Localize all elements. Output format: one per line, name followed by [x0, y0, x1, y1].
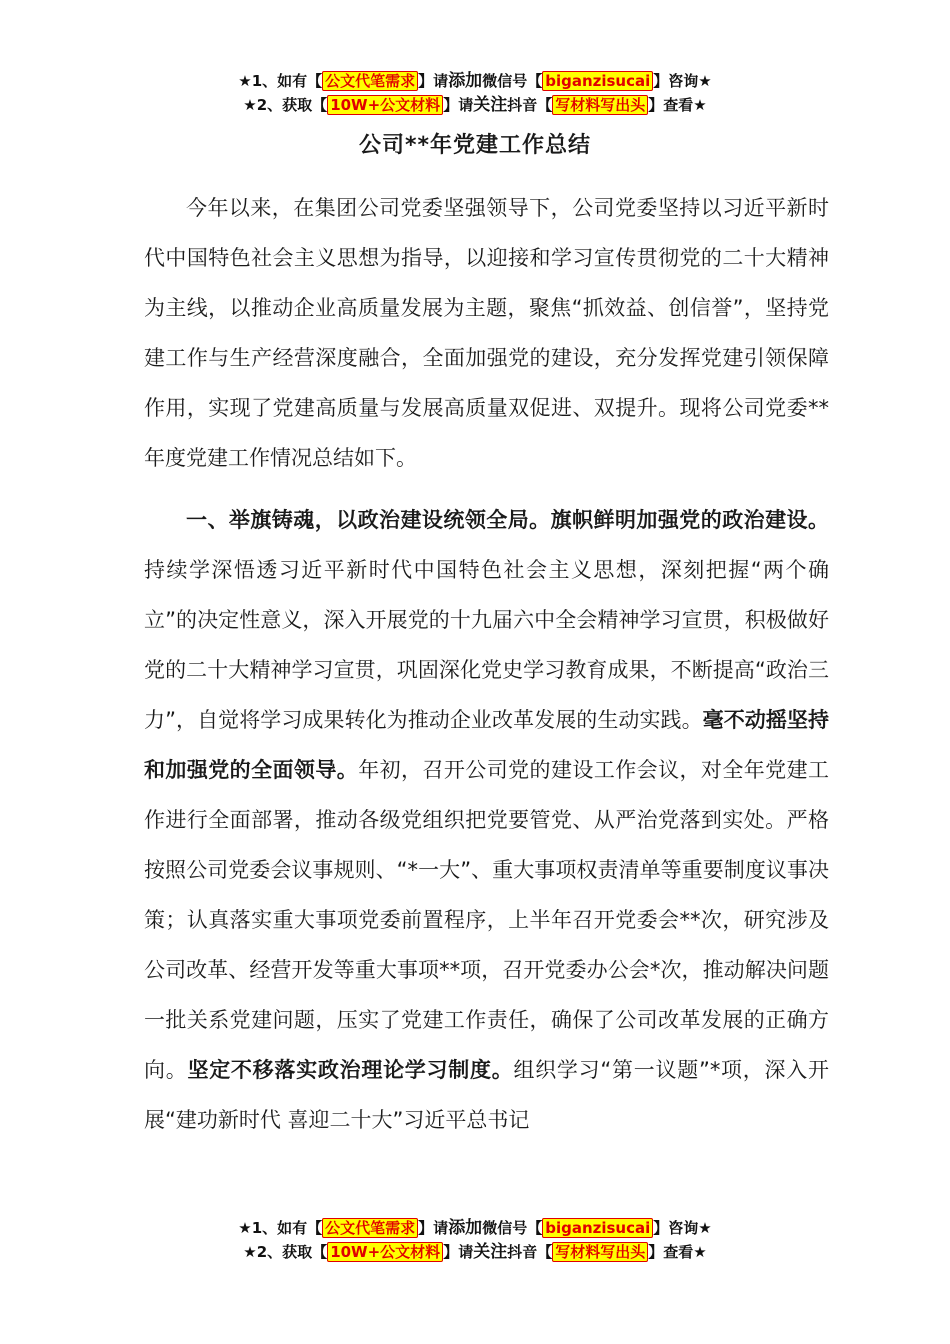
- promo-highlight-wechat: biganzisucai: [542, 1218, 653, 1238]
- promo-line-2: [0, 93, 950, 117]
- promo-text: 】请: [443, 1243, 474, 1261]
- paragraph-text: 年初，召开公司党的建设工作会议，对全年党建工作进行全面部署，推动各级党组织把党要管党、从严治党落到实处。严格按照公司党委会议事规则、“*一大”、重大事项权责清单等重要制度议事决策；认真落实重大事项党委前置程序，上半年召开党委会**次，研究涉及公司改革、经营开发等重大事项**项，召开党委办公会*次，推动解决问题一批关系党建问题，压实了党建工作责任，确保了公司改革发展的正确方向。: [144, 758, 830, 1082]
- promo-text: ★2、获取【: [243, 1243, 328, 1261]
- promo-text: ★2、获取【: [243, 96, 328, 114]
- section-heading: 一、举旗铸魂，以政治建设统领全局。旗帜鲜明加强党的政治建设。: [186, 508, 829, 532]
- promo-highlight-wechat: biganzisucai: [542, 71, 653, 91]
- promo-line-1: [0, 69, 950, 93]
- document-title: 公司**年党建工作总结: [358, 133, 591, 158]
- promo-text: 】咨询★: [653, 72, 712, 90]
- promo-highlight: 公文代笔需求: [322, 71, 418, 91]
- bold-subheading: 坚定不移落实政治理论学习制度。: [187, 1058, 514, 1082]
- promo-emphasis: 添加: [448, 1218, 483, 1238]
- promo-text: 】查看★: [648, 96, 707, 114]
- promo-text: ★1、如有【: [238, 72, 323, 90]
- promo-text: 】请: [443, 96, 474, 114]
- paragraph-intro: 今年以来，在集团公司党委坚强领导下，公司党委坚持以习近平新时代中国特色社会主义思想为指导，以迎接和学习宣传贯彻党的二十大精神为主线，以推动企业高质量发展为主题，聚焦“抓效益、创信誉”，坚持党建工作与生产经营深度融合，全面加强党的建设，充分发挥党建引领保障作用，实现了党建高质量与发展高质量双促进、双提升。现将公司党委**年度党建工作情况总结如下。: [144, 196, 829, 470]
- footer-promo-banner: [0, 1216, 950, 1264]
- promo-text: 】查看★: [648, 1243, 707, 1261]
- promo-highlight: 公文代笔需求: [322, 1218, 418, 1238]
- promo-highlight: 10W+公文材料: [327, 1242, 443, 1262]
- promo-line-1: [0, 1216, 950, 1240]
- promo-highlight-douyin: 写材料写出头: [552, 1242, 648, 1262]
- promo-line-2: [0, 1240, 950, 1264]
- promo-text: 】请: [418, 1219, 449, 1237]
- promo-highlight: 10W+公文材料: [327, 95, 443, 115]
- paragraph-text: 组织学习“第一议题”*项，深入开展“建功新时代 喜迎二十大”习近平总书记: [144, 1058, 829, 1132]
- header-promo-banner: [0, 69, 950, 117]
- promo-text: 】咨询★: [653, 1219, 712, 1237]
- document-body: [144, 183, 829, 1145]
- promo-emphasis: 关注: [473, 95, 508, 115]
- promo-highlight-douyin: 写材料写出头: [552, 95, 648, 115]
- paragraph-section-1: [144, 495, 829, 1145]
- promo-text: 】请: [418, 72, 449, 90]
- promo-text: 微信号【: [482, 72, 543, 90]
- bold-subheading: 毫不动摇坚持和加强党的全面领导。: [144, 708, 830, 782]
- promo-emphasis: 关注: [473, 1242, 508, 1262]
- promo-text: 抖音【: [507, 96, 553, 114]
- promo-text: 抖音【: [507, 1243, 553, 1261]
- promo-text: 微信号【: [482, 1219, 543, 1237]
- paragraph-text: 持续学深悟透习近平新时代中国特色社会主义思想，深刻把握“两个确立”的决定性意义，深入开展党的十九届六中全会精神学习宣贯，积极做好党的二十大精神学习宣贯，巩固深化党史学习教育成果，不断提高“政治三力”，自觉将学习成果转化为推动企业改革发展的生动实践。: [144, 558, 829, 732]
- promo-emphasis: 添加: [448, 71, 483, 91]
- promo-text: ★1、如有【: [238, 1219, 323, 1237]
